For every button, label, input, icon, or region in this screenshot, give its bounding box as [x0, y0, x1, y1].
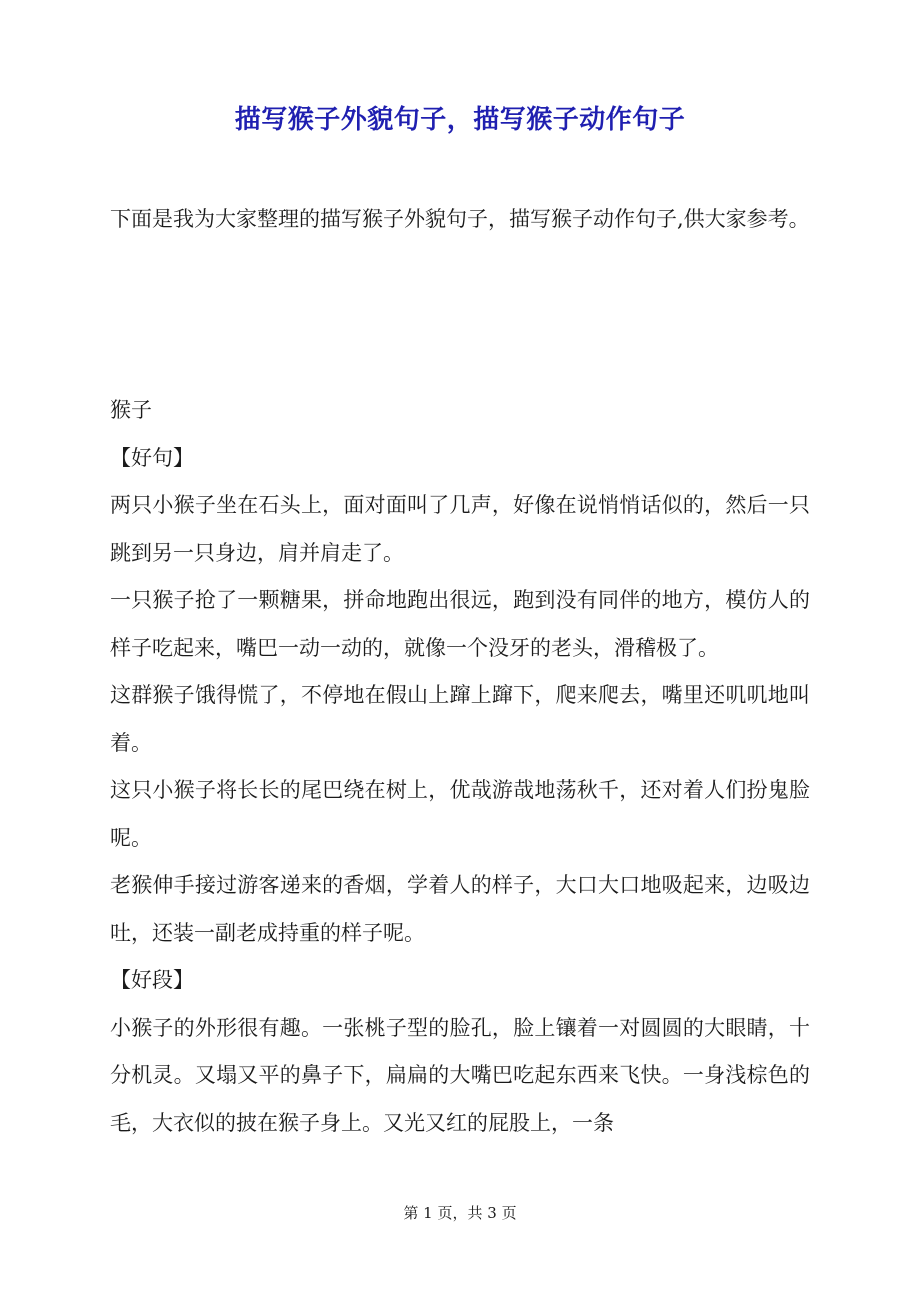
description-paragraph: 小猴子的外形很有趣。一张桃子型的脸孔，脸上镶着一对圆圆的大眼睛，十分机灵。又塌又平的鼻子下，扁扁的大嘴巴吃起东西来飞快。一身浅棕色的毛，大衣似的披在猴子身上。又光又红的屁股上，一条	[110, 1015, 810, 1135]
sentence-paragraph: 一只猴子抢了一颗糖果，拼命地跑出很远，跑到没有同伴的地方，模仿人的样子吃起来，嘴巴一动一动的，就像一个没牙的老头，滑稽极了。	[110, 588, 810, 660]
document-title: 描写猴子外貌句子，描写猴子动作句子	[234, 105, 686, 135]
good-paragraph-heading: 【好段】	[110, 968, 194, 992]
section-heading: 猴子	[110, 398, 152, 422]
body-content	[110, 387, 810, 1147]
sentence-paragraph: 这群猴子饿得慌了，不停地在假山上蹿上蹿下，爬来爬去，嘴里还叽叽地叫着。	[110, 683, 810, 755]
sentence-paragraph: 这只小猴子将长长的尾巴绕在树上，优哉游哉地荡秋千，还对着人们扮鬼脸呢。	[110, 778, 810, 850]
page-footer: 第 1 页，共 3 页	[403, 1204, 517, 1222]
good-sentences-heading: 【好句】	[110, 445, 194, 470]
sentence-paragraph: 老猴伸手接过游客递来的香烟，学着人的样子，大口大口地吸起来，边吸边吐，还装一副老成持重的样子呢。	[110, 873, 810, 945]
sentence-paragraph: 两只小猴子坐在石头上，面对面叫了几声，好像在说悄悄话似的，然后一只跳到另一只身边，肩并肩走了。	[110, 493, 810, 565]
intro-paragraph: 下面是我为大家整理的描写猴子外貌句子，描写猴子动作句子,供大家参考。	[110, 207, 810, 231]
